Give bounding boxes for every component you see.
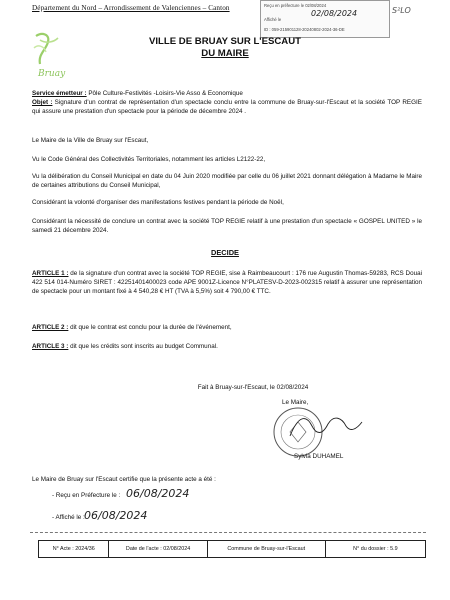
article-2: ARTICLE 2 : dit que le contrat est conclu pour la durée de l'événement, [32,324,232,331]
article-3: ARTICLE 3 : dit que les crédits sont inscrits au budget Communal. [32,343,218,350]
vu-deliberation: Vu la délibération du Conseil Municipal en date du 04 Juin 2020 modifiée par celle du 06 juillet 2021 donnant délégation à Madame le Maire de certaines attributions du Conseil Municipal, [32,173,422,189]
svg-text:Bruay: Bruay [38,69,66,78]
certif-recu-handwritten: 06/08/2024 [126,487,190,500]
stamp-id-line: ID : 059-215901128-20240802-2024-36-DE [264,27,345,32]
article-1: ARTICLE 1 : de la signature d'un contrat avec la société TOP REGIE, sise à Raimbeaucourt : 176 rue Augustin Thomas-59283, RCS Douai 422 514 014-Numéro SIRET : 42251401400023 code APE 9001Z-Licence N°PLATESV-D-2023-002315 relatif à assurer une représentation de spectacle pour un montant fixé à 4 540,28 € HT (TVA à 5,5%) soit 4 790,00 € TTC. [32,270,422,295]
vu-code: Vu le Code Général des Collectivités Territoriales, notamment les articles L2122-22, [32,156,266,163]
footer-acte-date: Date de l'acte : 02/08/2024 [109,541,207,557]
footer-dossier: N° du dossier : 5.9 [353,546,398,552]
considerant-1: Considérant la volonté d'organiser des manifestations festives pendant la période de Noël, [32,199,284,206]
mayor-name: Sylvia DUHAMEL [294,453,344,460]
objet: Objet : Signature d'un contrat de représentation d'un spectacle conclu entre la commune de Bruay-sur-l'Escaut et la société TOP REGIE qui assure une prestation d'un spectacle pour la période de décembre 2024 . [32,99,422,115]
stamp-affiche-label: Affiché le [264,17,282,22]
certif-affiche-handwritten: 06/08/2024 [84,509,148,522]
fait-a-line: Fait à Bruay-sur-l'Escaut, le 02/08/2024 [197,384,309,391]
footer-acte-number: N° Acte : 2024/36 [39,541,109,557]
prefecture-receipt-stamp [260,0,390,38]
dashed-separator [30,532,426,533]
stamp-recu-handwritten: 02/08/2024 [311,9,358,18]
maire-line: Le Maire de la Ville de Bruay sur l'Escaut, [32,137,149,144]
certification-intro: Le Maire de Bruay sur l'Escaut certifie que la présente acte a été : [32,476,216,483]
department-line: Département du Nord – Arrondissement de Valenciennes – Canton [32,4,230,12]
mayor-signature [286,412,366,442]
document-title: VILLE DE BRUAY SUR L'ESCAUT [148,36,302,47]
certif-affiche-label: - Affiché le : [52,514,85,521]
considerant-2: Considérant la nécessité de conclure un contrat avec la société TOP REGIE relatif à une prestation d'un spectacle « GOSPEL UNITED » le samedi 21 décembre 2024. [32,218,422,234]
stamp-handwritten-mark: S²LO [392,6,411,15]
stamp-recu-label: Reçu en préfecture le 02/08/2024 [264,3,327,8]
acte-footer-table [38,540,426,558]
service-emetteur: Service émetteur : Pôle Culture-Festivités -Loisirs-Vie Asso & Economique [32,90,243,97]
footer-commune: Commune de Bruay-sur-l'Escaut [208,541,326,557]
certif-recu-label: - Reçu en Préfecture le : [52,492,121,499]
document-subtitle: DU MAIRE [201,48,249,59]
decide-heading: DECIDE [211,248,239,257]
signature-role: Le Maire, [282,399,309,406]
